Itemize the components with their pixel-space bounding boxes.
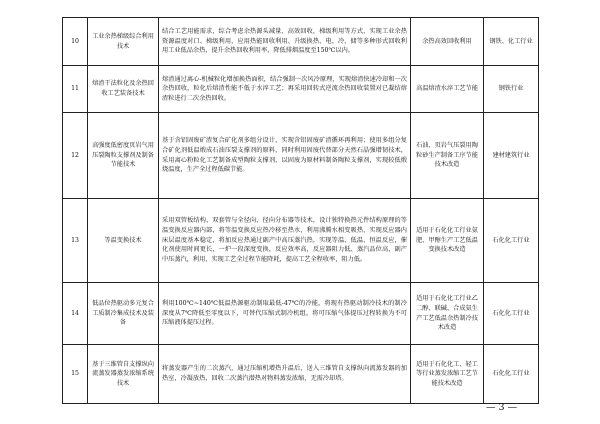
row-number: 13 <box>63 199 88 283</box>
application-scope: 高温熔渣水淬工艺节能 <box>411 66 484 113</box>
technology-name: 基于三维管自支撑纵向流蒸发器蒸发浓缩系统技术 <box>88 345 159 404</box>
row-number: 11 <box>63 66 88 113</box>
industry: 钢铁、化工行业 <box>484 18 539 66</box>
row-number: 15 <box>63 345 88 404</box>
table-row <box>63 66 539 113</box>
application-scope: 适用于石化化工行业乙二醇、联碱、合成氨生产工艺低温余热制冷技术改造 <box>411 283 484 345</box>
table-row <box>63 113 539 199</box>
row-number: 12 <box>63 113 88 199</box>
row-number: 14 <box>63 283 88 345</box>
technology-description: 结合工艺用能需求，综合考虑余热源头减量、高效回收，梯级利用等方式，实现工业余热资源温度对口、梯级利用，应用热能回收利用、升级换热、电、冷、储等多种形式回收利用工业低品余热，提升余热回收利用率，降低排烟温度至150℃以内。 <box>159 18 411 66</box>
application-scope: 适用于石化化工行业氨肥、甲醇生产工艺低温变换技术改造 <box>411 199 484 283</box>
technology-name: 等温变换技术 <box>88 199 159 283</box>
industry: 石化化工行业 <box>484 283 539 345</box>
table-row <box>63 283 539 345</box>
table-row <box>63 199 539 283</box>
row-number: 10 <box>63 18 88 66</box>
technology-name: 高强度低密度页岩气用压裂陶粒支撑剂及制备节能技术 <box>88 113 159 199</box>
technology-description: 采用双管板结构、双套管与全径向、径向分布器等技术，设计独特换热元件结构原理的等温变换反应器内部，将等温变换反应热冷移至热水，利用沸腾水相变吸热，实现反应器内床层温度基本稳定，将加反应热通过副产中高压蒸汽热，实现等温、低温、恒温反应，催化剂使用时间更长，一炉一段深度变换，反应效率高，反应器阻力低、蒸汽品位高，副产中压蒸汽，利用，实现工艺全过程节能降耗，提高工艺全程收率，阻力低。 <box>159 199 411 283</box>
application-scope: 余热高效回收利用 <box>411 18 484 66</box>
technology-name: 熔渣干法粒化及余热回收工艺装备技术 <box>88 66 159 113</box>
industry: 钢铁行业 <box>484 66 539 113</box>
table-row <box>63 345 539 404</box>
page-number: — 3 — <box>486 402 518 413</box>
industry: 建材建筑行业 <box>484 113 539 199</box>
technology-name: 低品位热驱动多元复合工质制冷集成技术及装备 <box>88 283 159 345</box>
technology-name: 工业余热梯级综合利用技术 <box>88 18 159 66</box>
technology-description: 利用100℃~140℃低温热源驱动制取最低-47℃的冷能，将现有热驱动制冷技术的制冷深度从7℃降低至零度以下，可替代压缩式制冷机组，将可压缩气体提压过程转换为不可压缩液体提压过程。 <box>159 283 411 345</box>
industry: 石化化工行业 <box>484 345 539 404</box>
technology-description: 将蒸发器产生的二次蒸汽，通过压缩机增热升温后，送入三维管自支撑纵向流蒸发器的加热室，冷凝放热，回收二次蒸汽潜热对物料蒸发浓缩，无需冷却塔。 <box>159 345 411 404</box>
application-scope: 石油、页岩气压裂用陶粒砂生产制备工序节能技术改造 <box>411 113 484 199</box>
industry: 石化化工行业 <box>484 199 539 283</box>
table-row <box>63 18 539 66</box>
technology-catalog-table <box>62 17 539 404</box>
application-scope: 适用于石化化工、轻工等行业蒸发浓缩工艺节能技术改造 <box>411 345 484 404</box>
technology-description: 基于含铝固废矿渣复合矿化剂多组分设计，实现含铝固废矿渣循环再利用；使用多组分复合矿化剂低温煅成石油压裂支撑剂的原料，同时利用固废代替部分天然石晶强增韧技术，采用离心粉粒化工艺制备成型陶粒支撑剂，以固废为原材料制备陶粒支撑剂，实现较低煅烧温度，生产全过程低碳节能。 <box>159 113 411 199</box>
technology-description: 熔渣通过离心-机械粒化增加换热面积，结合强制一次风冷原理，实现熔渣快速冷却和一次余热回收，粒化后熔渣性能不低于水淬工艺；再采用回转式逆流余热回收装置对已凝结熔渣粒进行二次余热回收。 <box>159 66 411 113</box>
